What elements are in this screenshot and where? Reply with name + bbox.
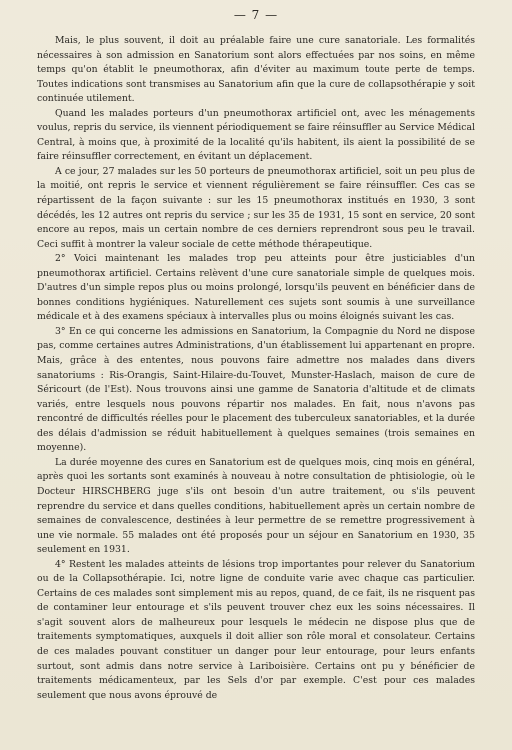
paragraph-sanatorium-cure: Mais, le plus souvent, il doit au préalable faire une cure sanatoriale. Les formalités nécessaires à son admission en Sanatorium sont alors effectuées par nos soins, en même temps qu'on établit le pneumothorax, afin d'éviter au maximum toute perte de temps. Toutes indications sont transmises au Sanatorium afin que la cure de collapsothérapie y soit continuée utilement. xyxy=(37,35,475,105)
paragraph-statistics: A ce jour, 27 malades sur les 50 porteurs de pneumothorax artificiel, soit un peu plus de la moitié, ont repris le service et viennent régulièrement se faire réinsuffler. Ces cas se répartissent de la façon suivante : sur les 15 pneumothorax institués en 1930, 3 sont décédés, les 12 autres ont repris du service ; sur les 35 de 1931, 15 sont en service, 20 sont encore au repos, mais un certain nombre de ces derniers reprendront sous peu le travail. Ceci suffit à montrer la valeur sociale de cette méthode thérapeutique. xyxy=(37,165,475,250)
paragraph-severe-cases: 4° Restent les malades atteints de lésions trop importantes pour relever du Sanatorium ou de la Collapsothérapie. Ici, notre ligne de conduite varie avec chaque cas particulier. Certains de ces malades sont simplement mis au repos, quand, de ce fait, ils ne risquent pas de contaminer leur entourage et s'ils peuvent trouver chez eux les soins nécessaires. Il s'agit souvent alors de malheureux pour lesquels le médecin ne dispose plus que de traitements symptomatiques, auxquels il doit allier son rôle moral et consolateur. Certains de ces malades pouvant constituer un danger pour leur entourage, pour leurs enfants surtout, sont admis dans notre service à Lariboisière. Certains ont pu y bénéficier de traitements médicamenteux, par les Sels d'or par exemple. C'est pour ces malades seulement que nous avons éprouvé de xyxy=(37,558,475,701)
paragraph-sanatorium-admissions: 3° En ce qui concerne les admissions en Sanatorium, la Compagnie du Nord ne dispose pas, comme certaines autres Administrations, d'un établissement lui appartenant en propre. Mais, grâce à des ententes, nous pouvons faire admettre nos malades dans divers sanatoriums : Ris-Orangis, Saint-Hilaire-du-Touvet, Munster-Haslach, maison de cure de Séricourt (de l'Est). Nous trouvons ainsi une gamme de Sanatoria d'altitude et de climats variés, entre lesquels nous pouvons répartir nos malades. En fait, nous n'avons pas rencontré de difficultés réelles pour le placement des tuberculeux sanatoriables, et la durée des délais d'admission se réduit habituellement à quelques semaines (trois semaines en moyenne). xyxy=(37,325,475,454)
paragraph-mild-cases: 2° Voici maintenant les malades trop peu atteints pour être justiciables d'un pneumothorax artificiel. Certains relèvent d'une cure sanatoriale simple de quelques mois. D'autres d'un simple repos plus ou moins prolongé, lorsqu'ils peuvent en bénéficier dans de bonnes conditions hygiéniques. Naturellement ces sujets sont soumis à une surveillance médicale et à des examens spéciaux à intervalles plus ou moins éloignés suivant les cas. xyxy=(37,253,475,323)
paragraph-cure-duration: La durée moyenne des cures en Sanatorium est de quelques mois, cinq mois en général, après quoi les sortants sont examinés à nouveau à notre consultation de phtisiologie, où le Docteur HIRSCHBERG juge s'ils ont besoin d'un autre traitement, ou s'ils peuvent reprendre du service et dans quelles conditions, habituellement après un certain nombre de semaines de convalescence, destinées à leur permettre de se remettre progressivement à une vie normale. 55 malades ont été proposés pour un séjour en Sanatorium en 1930, 35 seulement en 1931. xyxy=(37,456,475,556)
page-number: — 7 — xyxy=(233,8,279,22)
paragraph-reinsufflation: Quand les malades porteurs d'un pneumothorax artificiel ont, avec les ménagements voulus, repris du service, ils viennent périodiquement se faire réinsuffler au Service Médical Central, à moins que, à proximité de la localité qu'ils habitent, ils aient la possibilité de se faire réinsuffler correctement, en évitant un déplacement. xyxy=(37,107,475,163)
